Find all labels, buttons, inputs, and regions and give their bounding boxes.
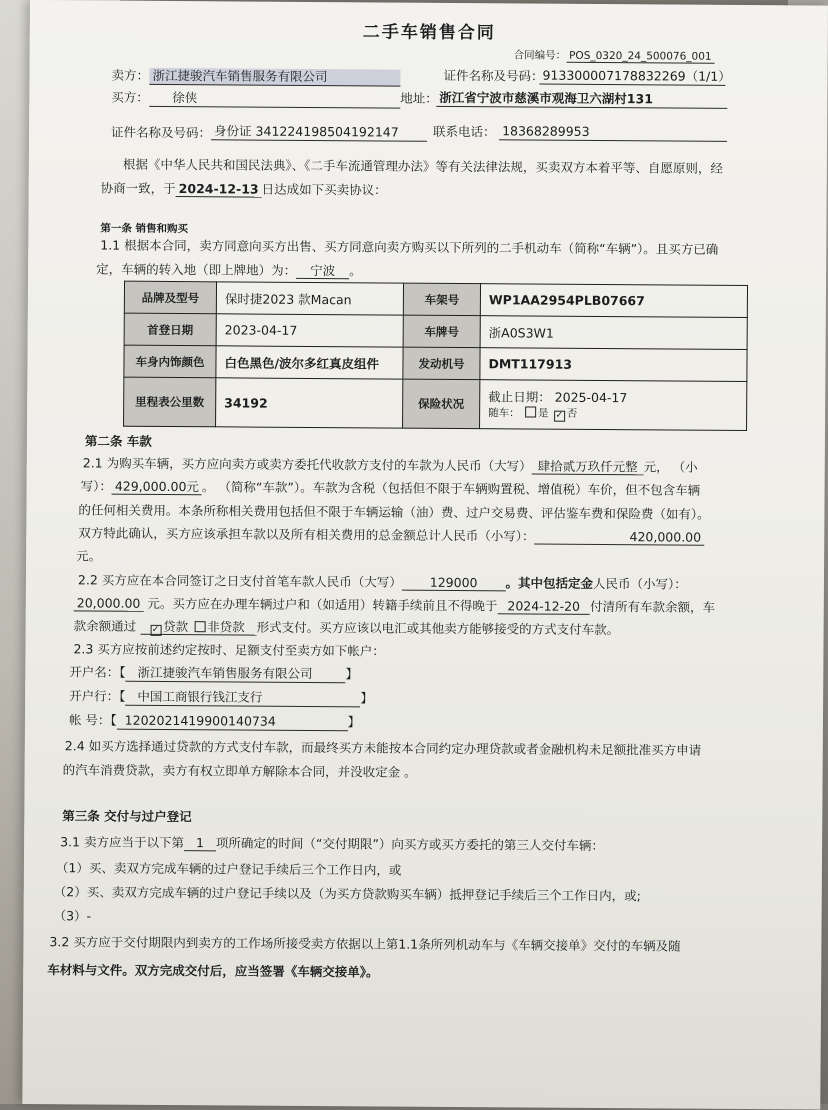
article-2-line-11: 的汽车消费贷款，卖方有权立即单方解除本合同，并没收定金 。 [62, 762, 417, 780]
table-row [124, 313, 747, 349]
table-cell: 发动机号 [403, 347, 480, 380]
buyer-address: 浙江省宁波市慈溪市观海卫六湖村131 [436, 90, 727, 109]
table-row [124, 281, 747, 317]
article-2-line-10: 2.4 如买方选择通过贷款的方式支付车款，而最终买方未能按本合同约定办理贷款或者金融机构未足额批准买方申请 [64, 738, 702, 758]
article-3-line-2: 3.2 买方应于交付期限内到卖方的工作场所接受卖方依据以上第1.1条所列机动车与《车辆交接单》交付的车辆及随 [49, 934, 681, 954]
buyer-phone: 18368289953 [499, 123, 727, 142]
article-2-line-9: 2.3 买方应按前述约定按时、足额支付至卖方如下帐户： [73, 641, 385, 659]
intro-line-1: 根据《中华人民共和国民法典》、《二手车流通管理办法》等有关法律法规，买卖双方本着平等、自愿原则，经 [122, 156, 723, 176]
table-cell: DMT117913 [480, 348, 747, 382]
article-2-line-1: 2.1 为购买车辆，买方应向卖方或卖方委托代收款方支付的车款为人民币（大写） 肆拾贰万玖仟元整 元， （小 [82, 455, 698, 475]
seller-label: 卖方： [111, 67, 150, 83]
table-cell: 2023-04-17 [216, 314, 403, 347]
table-cell: 车牌号 [403, 315, 480, 348]
checkbox-no: ✓ [555, 410, 564, 421]
checkbox-yes [525, 406, 536, 417]
table-cell: 白色黑色/波尔多红真皮组件 [216, 346, 403, 379]
table-row [124, 345, 747, 381]
account-bank-row: 开户行：【 中国工商银行钱江支行 】 [69, 688, 373, 706]
contract-page [22, 0, 828, 1110]
table-cell: 车架号 [403, 283, 480, 316]
table-cell: 首登日期 [124, 313, 216, 346]
buyer-address-label: 地址： [400, 90, 438, 106]
article-3-option-3: （3）- [53, 908, 92, 924]
article-2-line-7: 20,000.00 元。买方应在办理车辆过户和（如适用）转籍手续前且不得晚于 2024-12-20 付清所有车款余额，车 [74, 595, 715, 615]
account-number-row: 帐 号：【 1202021419900140734 】 [68, 712, 361, 730]
seller-id-label: 证件名称及号码： [443, 67, 544, 84]
article-2-line-2: 写）： 429,000.00元 。 （简称“车款”）。车款为含税（包括但不限于车辆购置税、增值税）车价，但不包含车辆 [80, 478, 701, 498]
table-row [124, 377, 747, 430]
article-2-line-8: 款余额通过 ✓ 贷款 非贷款 形式支付。买方应该以电汇或其他卖方能够接受的方式支付车款。 [73, 618, 620, 638]
buyer-name: 徐侠 [149, 90, 400, 109]
table-cell: 保时捷2023 款Macan [216, 282, 403, 315]
checkbox-loan: ✓ [151, 624, 160, 635]
vehicle-info-table [123, 281, 748, 431]
account-name-row: 开户名：【 浙江捷骏汽车销售服务有限公司 】 [69, 664, 359, 682]
article-1-paragraph: 1.1 根据本合同，卖方同意向买方出售、买方同意向卖方购买以下所列的二手机动车（简称“车辆”）。且买方已确 [100, 237, 719, 257]
article-2-heading: 第二条 车款 [84, 433, 152, 449]
table-cell: 34192 [216, 378, 403, 428]
buyer-id-label: 证件名称及号码： [111, 124, 212, 141]
table-cell: 里程表公里数 [124, 377, 216, 427]
article-1-heading: 第一条 销售和购买 [100, 222, 189, 236]
article-2-line-3: 的任何相关费用。本条所称相关费用包括但不限于车辆运输（油）费、过户交易费、评估鉴车费和保险费（如有）。 [78, 502, 710, 522]
article-3-option-2: （2）买、卖双方完成车辆的过户登记手续以及（为买方贷款购买车辆）抵押登记手续后三个工作日内，或; [53, 884, 641, 904]
article-2-line-5: 元。 [76, 548, 102, 564]
article-3-line-1: 3.1 卖方应当于以下第 1 项所确定的时间（“交付期限”）向买方或买方委托的第三人交付车辆： [60, 834, 604, 854]
table-cell [480, 380, 747, 431]
table-cell: 保险状况 [403, 379, 480, 429]
contract-number: 合同编号： POS_0320_24_500076_001 [514, 47, 715, 64]
article-3-line-3: 车材料与文件。双方完成交付后，应当签署《车辆交接单》。 [47, 962, 379, 980]
table-cell: 浙A0S3W1 [480, 316, 747, 350]
table-cell: 品牌及型号 [124, 281, 216, 314]
contract-title: 二手车销售合同 [362, 22, 496, 44]
table-cell: WP1AA2954PLB07667 [480, 284, 747, 318]
intro-line-2: 协商一致，于 2024-12-13 日达成如下买卖协议： [100, 180, 387, 198]
insurance-expiry: 截止日期： 2025-04-17 [488, 389, 628, 406]
table-cell: 车身内饰颜色 [124, 345, 216, 378]
article-3-heading: 第三条 交付与过户登记 [62, 808, 192, 825]
article-2-line-6: 2.2 买方应在本合同签订之日支付首笔车款人民币（大写） 129000 。其中包括定金人民币（小写）： [77, 572, 687, 592]
checkbox-no-loan [194, 621, 205, 632]
article-3-option-1: （1）买、卖双方完成车辆的过户登记手续后三个工作日内，或 [55, 860, 402, 878]
insurance-follow-car: 随车： 是 ✓ 否 [488, 407, 578, 421]
article-2-line-4: 双方特此确认，买方应该承担车款以及所有相关费用的总金额总计人民币（小写）： 420,000.00 [78, 525, 704, 545]
seller-name: 浙江捷骏汽车销售服务有限公司 [149, 68, 400, 87]
article-1-destination: 定，车辆的转入地（即上牌地）为： 宁波 。 [96, 261, 362, 279]
buyer-label: 买方： [111, 89, 149, 105]
buyer-id-value: 身份证 341224198504192147 [211, 123, 427, 142]
buyer-phone-label: 联系电话： [433, 123, 496, 140]
seller-id-value: 913300007178832269（1/1） [539, 68, 725, 86]
